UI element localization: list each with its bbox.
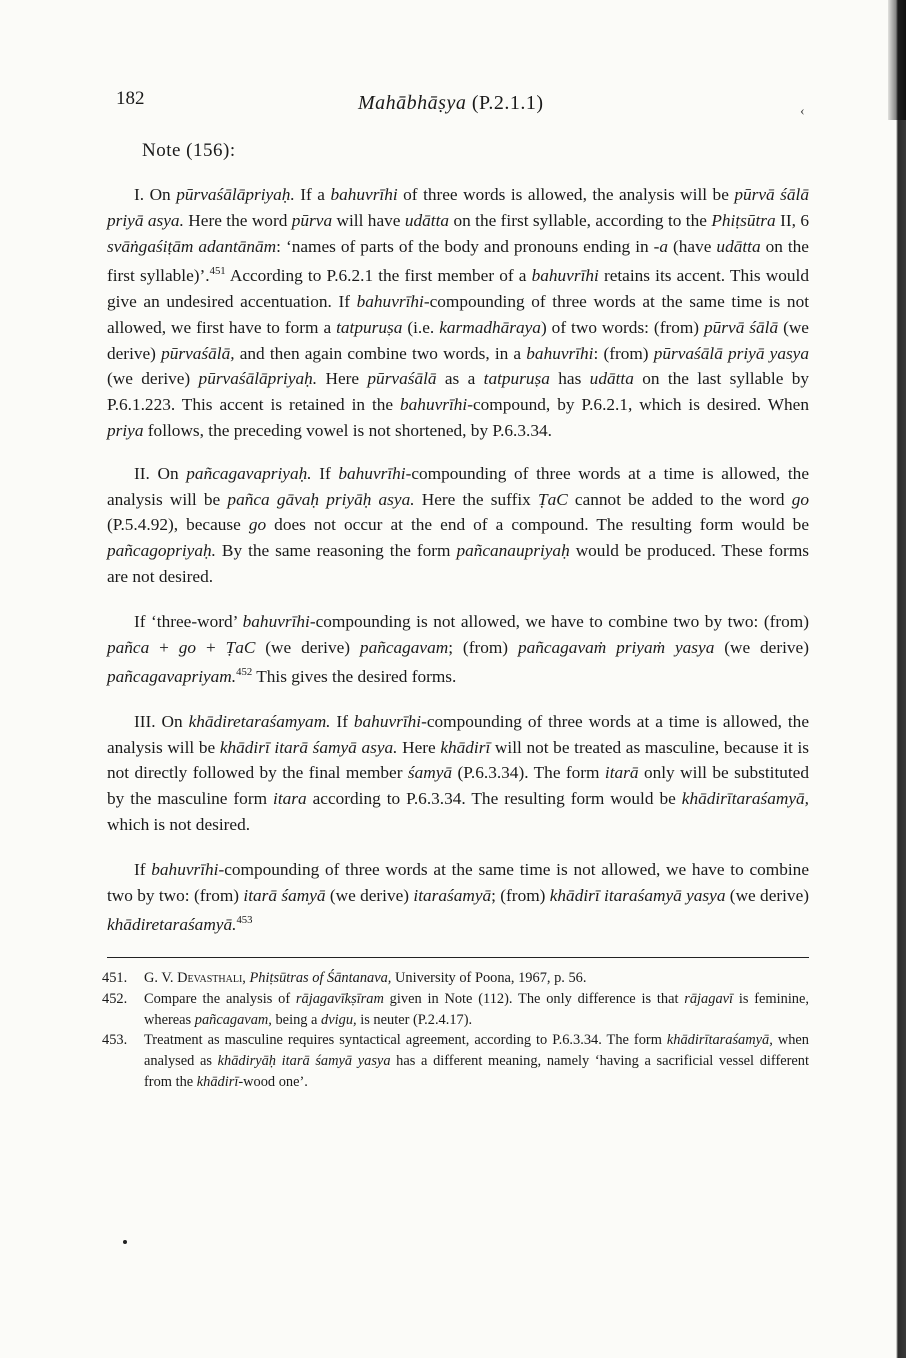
footnote-number: 451. [102,970,128,987]
italic-term: bahuvrīhi [526,343,594,363]
italic-term: khādirī itaraśamyā yasya [549,885,726,905]
italic-term: khādiretaraśamyā. [107,915,237,935]
italic-term: pūrvaśālā priyā yasya [653,343,809,363]
text-run: as a [436,369,484,389]
note-title: Note (156): [142,140,236,161]
text-run: has a different meaning, namely ‘having a sacrificial vessel different from the [144,1053,809,1090]
text-run: retains its accent. This would give an undesired accentuation. If [107,266,809,311]
paragraph [107,709,809,838]
text-run: According to P.6.2.1 the first member of a [225,266,532,286]
ink-speck [123,1240,127,1244]
text-run: will not be treated as masculine, because it is not directly followed by the final member [107,737,809,783]
text-run: If [311,463,339,483]
italic-term: itarā [604,763,639,783]
text-run: -compounding of three words at the same time is not allowed, we first have to form a [107,291,810,337]
italic-term: khādiryāḥ itarā śamyā yasya [217,1053,391,1070]
text-run: If ‘three-word’ [134,611,243,631]
text-run: (P.6.3.34). The form [452,763,605,783]
italic-term: svāṅgaśiṭām adantānām [107,236,277,256]
italic-term: khādirī itarā śamyā asya. [219,737,398,757]
footnotes [102,968,809,1093]
text-run: being a [271,1011,322,1028]
page-edge-dark [888,0,906,120]
italic-term: pañca gāvaḥ priyāḥ asya. [227,489,415,509]
footnote-text [144,968,809,989]
italic-term: rājagavī [684,990,734,1007]
italic-term: priya [107,420,144,440]
text-run: will have [332,210,405,230]
italic-term: rājagavīkṣīram [295,990,384,1007]
italic-term: itaraśamyā [413,885,492,905]
text-run: according to P.6.3.34. The resulting form would be [306,789,682,809]
footnote-number: 452. [102,990,128,1007]
italic-term: khādirī [440,737,491,757]
footnote-number: 453. [102,1032,128,1049]
text-run: Compare the analysis of [144,990,296,1007]
text-run: -compounding of three words at a time is allowed, the analysis will be [107,463,809,509]
italic-term: udātta [404,210,450,230]
text-run: , [242,970,250,987]
italic-term: bahuvrīhi [330,185,398,204]
text-run: If a [294,185,331,204]
italic-term: tatpuruṣa [336,317,403,337]
text-run: which is not desired. [107,815,251,835]
italic-term: go [791,489,809,509]
footnote-ref: 453 [236,914,253,927]
italic-term: bahuvrīhi [400,395,468,415]
italic-term: bahuvrīhi [242,611,310,631]
italic-term: bahuvrīhi [531,266,599,286]
italic-term: tatpuruṣa [483,369,550,389]
paragraph [107,857,809,938]
footnote-divider [107,957,809,958]
text-run: on the first syllable)’. [107,236,809,286]
text-run: -compound, by P.6.2.1, which is desired. When [467,395,809,415]
italic-term: ṬaC [537,489,568,509]
italic-term: dvigu, [321,1011,357,1028]
italic-term: pañcagavapriyaḥ. [186,463,312,483]
text-run: : (from) [593,343,654,363]
page-number: 182 [116,88,145,109]
text-run: (we derive) [107,369,199,389]
text-run: If [134,859,152,879]
text-run: + [149,637,179,657]
paragraph [107,182,809,444]
text-run: (we derive) [714,637,809,657]
italic-term: karmadhāraya [439,317,541,337]
italic-term: pūrvaśālā, [161,343,235,363]
text-run: If [330,711,354,731]
running-title-ref: (P.2.1.1) [471,92,544,114]
footnote-text [144,1030,809,1092]
paragraph [107,461,809,590]
text-run: only will be substituted by the masculine form [107,763,809,809]
paragraph [107,609,809,690]
page-edge-shadow [884,0,906,1358]
text-run: (we derive) [725,885,809,905]
italic-term: udātta [589,369,634,389]
text-run: (we derive) [255,637,360,657]
italic-term: itara [273,789,307,809]
footnote [102,1030,809,1092]
text-run: II. On [134,463,187,483]
running-title-main: Mahābhāṣya [358,92,467,114]
italic-term: khādirītaraśamyā, [666,1032,773,1049]
text-run: (we derive) [325,885,414,905]
text-run: (i.e. [402,317,440,337]
text-run: This gives the desired forms. [252,667,457,687]
footnote [102,989,809,1031]
italic-term: pañcagavam [359,637,449,657]
italic-term: pañcagavapriyam. [107,667,237,687]
italic-term: Phiṭsūtras of Śāntanava, [249,970,392,987]
text-run: (P.5.4.92), because [107,515,249,535]
text-run: -compounding of three words at the same time is not allowed, we have to combine two by two: (from) [107,859,809,905]
italic-term: bahuvrīhi [353,711,422,731]
italic-term: udātta [716,236,761,256]
text-run: has [549,369,590,389]
italic-term: bahuvrīhi [356,291,424,311]
text-run: follows, the preceding vowel is not shortened, by P.6.3.34. [143,420,552,440]
italic-term: bahuvrīhi [151,859,219,879]
italic-term: śamyā [407,763,453,783]
text-run: -compounding is not allowed, we have to combine two by two: (from) [309,611,810,631]
text-run: (we derive) [107,317,809,363]
italic-term: Phiṭsūtra [711,210,776,230]
italic-term: itarā śamyā [243,885,326,905]
italic-term: pūrvaśālā [367,369,437,389]
text-run: cannot be added to the word [567,489,792,509]
text-run: on the first syllable, according to the [449,210,712,230]
italic-term: ṬaC [225,637,256,657]
footnote-ref: 451 [209,265,226,278]
text-run: ) of two words: (from) [540,317,705,337]
text-run: does not occur at the end of a compound. The resulting form would be [266,515,809,535]
italic-term: pūrvā śālā [704,317,779,337]
italic-term: khādiretaraśamyam. [188,711,331,731]
text-run: + [196,637,226,657]
text-run: II, 6 [775,210,809,230]
text-run: is feminine, whereas [144,990,809,1028]
text-run: Here [317,369,368,389]
text-run: Here the suffix [414,489,538,509]
text-run: Here [397,737,441,757]
text-run: (have [668,236,717,256]
italic-term: bahuvrīhi [338,463,406,483]
text-run: : ‘names of parts of the body and pronouns ending in [276,236,654,256]
text-run: on the last syllable by P.6.1.223. This accent is retained in the [107,369,810,415]
text-run: when analysed as [144,1032,809,1070]
text-run: is neuter (P.2.4.17). [356,1011,473,1028]
running-header [112,88,802,118]
text-run: of three words is allowed, the analysis will be [397,185,735,204]
italic-term: pūrvaśālāpriyaḥ. [176,185,295,204]
italic-term: pañcagavam, [194,1011,272,1028]
footnote-ref: 452 [236,666,253,679]
text-run: III. On [134,711,189,731]
footnote-text [144,989,809,1031]
italic-term: pūrvā śālā priyā asya. [107,185,809,230]
italic-term: go [178,637,197,657]
text-run: By the same reasoning the form [215,541,457,561]
running-title [358,92,544,115]
italic-term: khādirī [196,1074,239,1090]
italic-term: pañcanaupriyaḥ [456,541,570,561]
italic-term: pañcagavaṁ priyaṁ yasya [517,637,715,657]
text-run: University of Poona, 1967, p. 56. [391,970,587,987]
text-run: -wood one’. [238,1074,308,1090]
italic-term: pūrva [291,210,333,230]
author-name: Devasthali [177,970,243,987]
text-run: would be produced. These forms are not desired. [107,541,809,586]
text-run: and then again combine two words, in a [234,343,527,363]
text-run: I. On [134,185,177,204]
footnote [102,968,809,989]
text-run: given in Note (112). The only difference is that [383,990,685,1007]
text-run: ; (from) [491,885,550,905]
text-run: Here the word [183,210,292,230]
text-run: -compounding of three words at a time is allowed, the analysis will be [107,711,809,757]
italic-term: pūrvaśālāpriyaḥ. [198,369,318,389]
italic-term: khādirītaraśamyā, [681,789,809,809]
text-run: ; (from) [448,637,518,657]
italic-term: pañca [107,637,150,657]
margin-mark: ‹ [800,104,805,119]
text-run: G. V. [144,970,178,987]
italic-term: go [248,515,267,535]
text-run: Treatment as masculine requires syntactical agreement, according to P.6.3.34. The form [144,1032,667,1049]
italic-term: pañcagopriyaḥ. [107,541,216,561]
main-text [102,182,810,1093]
italic-term: -a [653,236,669,256]
